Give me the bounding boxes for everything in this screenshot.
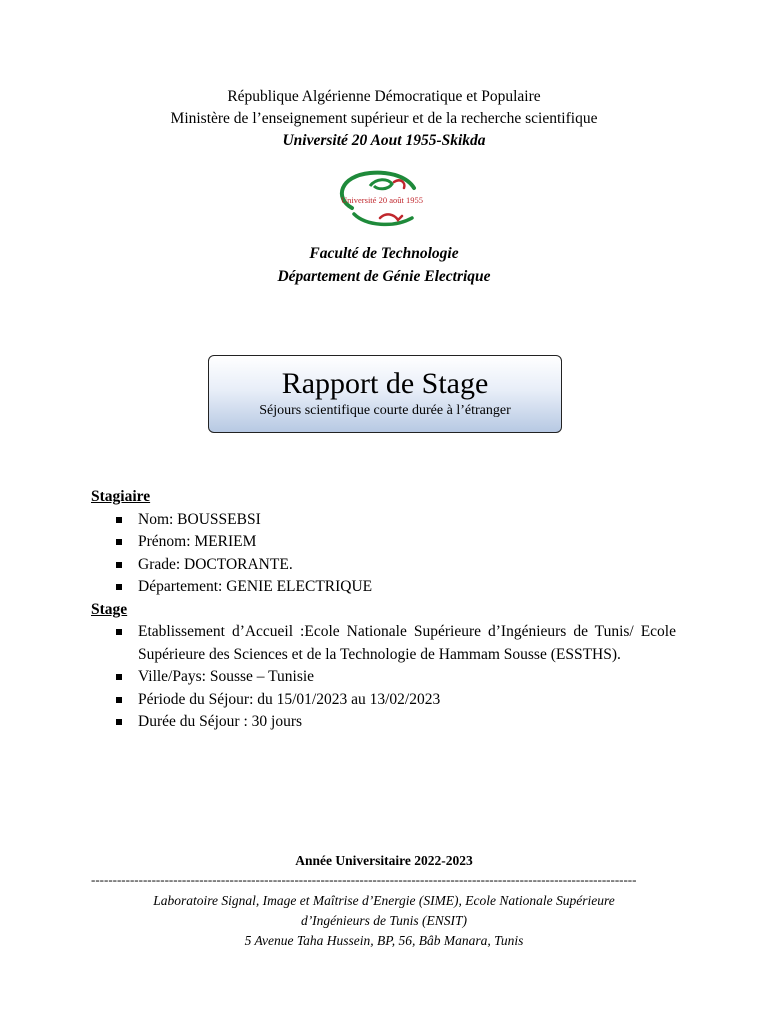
item-text: Durée du Séjour : 30 jours	[138, 713, 303, 730]
footer-line-1: Laboratoire Signal, Image et Maîtrise d’Energie (SIME), Ecole Nationale Supérieure	[153, 893, 615, 908]
bullet-icon	[116, 697, 122, 703]
list-item	[91, 689, 676, 712]
laboratory-footer	[0, 891, 768, 951]
item-text: Département: GENIE ELECTRIQUE	[138, 578, 373, 595]
list-item	[91, 666, 676, 689]
bullet-icon	[116, 584, 122, 590]
item-text: Nom: BOUSSEBSI	[138, 510, 261, 528]
bullet-icon	[116, 719, 122, 725]
logo-text: Université 20 août 1955	[341, 195, 423, 205]
ministry-line: Ministère de l’enseignement supérieur et de la recherche scientifique	[170, 110, 598, 127]
bullet-icon	[116, 517, 122, 523]
department-name: Département de Génie Electrique	[277, 268, 491, 285]
report-title: Rapport de Stage	[281, 367, 489, 400]
footer-address: 5 Avenue Taha Hussein, BP, 56, Bâb Manara, Tunis	[244, 933, 524, 948]
university-logo	[330, 168, 430, 230]
report-subtitle: Séjours scientifique courte durée à l’étranger	[259, 403, 511, 418]
item-text: Prénom: MERIEM	[138, 533, 257, 550]
item-text: Etablissement d’Accueil :Ecole Nationale Supérieure d’Ingénieurs de Tunis/ Ecole Supérieure des Sciences et de la Technologie de Hammam Sousse (ESSTHS).	[138, 623, 676, 663]
stagiaire-heading: Stagiaire	[91, 488, 151, 505]
list-item	[91, 509, 676, 532]
dashed-divider: ------------------------------------------------------------------------------------------------------------------------------	[91, 873, 637, 887]
list-item	[91, 554, 676, 577]
bullet-icon	[116, 674, 122, 680]
faculty-block	[0, 242, 768, 288]
stage-heading: Stage	[91, 600, 128, 618]
academic-year: Année Universitaire 2022-2023	[295, 853, 473, 868]
bullet-icon	[116, 562, 122, 568]
document-header	[0, 86, 768, 152]
stagiaire-list	[91, 509, 676, 599]
faculty-name: Faculté de Technologie	[309, 245, 459, 262]
republic-line: République Algérienne Démocratique et Populaire	[227, 88, 541, 105]
list-item	[91, 621, 676, 666]
bullet-icon	[116, 629, 122, 635]
footer-line-2: d’Ingénieurs de Tunis (ENSIT)	[300, 913, 468, 928]
university-logo-icon	[330, 168, 430, 230]
list-item	[91, 711, 676, 734]
item-text: Grade: DOCTORANTE.	[138, 555, 293, 573]
item-text: Période du Séjour: du 15/01/2023 au 13/02/2023	[138, 690, 441, 708]
stage-list	[91, 621, 676, 734]
bullet-icon	[116, 539, 122, 545]
university-name: Université 20 Aout 1955-Skikda	[282, 132, 486, 149]
list-item	[91, 531, 676, 554]
list-item	[91, 576, 676, 599]
report-title-box	[208, 355, 562, 433]
report-content	[91, 486, 676, 734]
item-text: Ville/Pays: Sousse – Tunisie	[138, 668, 315, 685]
